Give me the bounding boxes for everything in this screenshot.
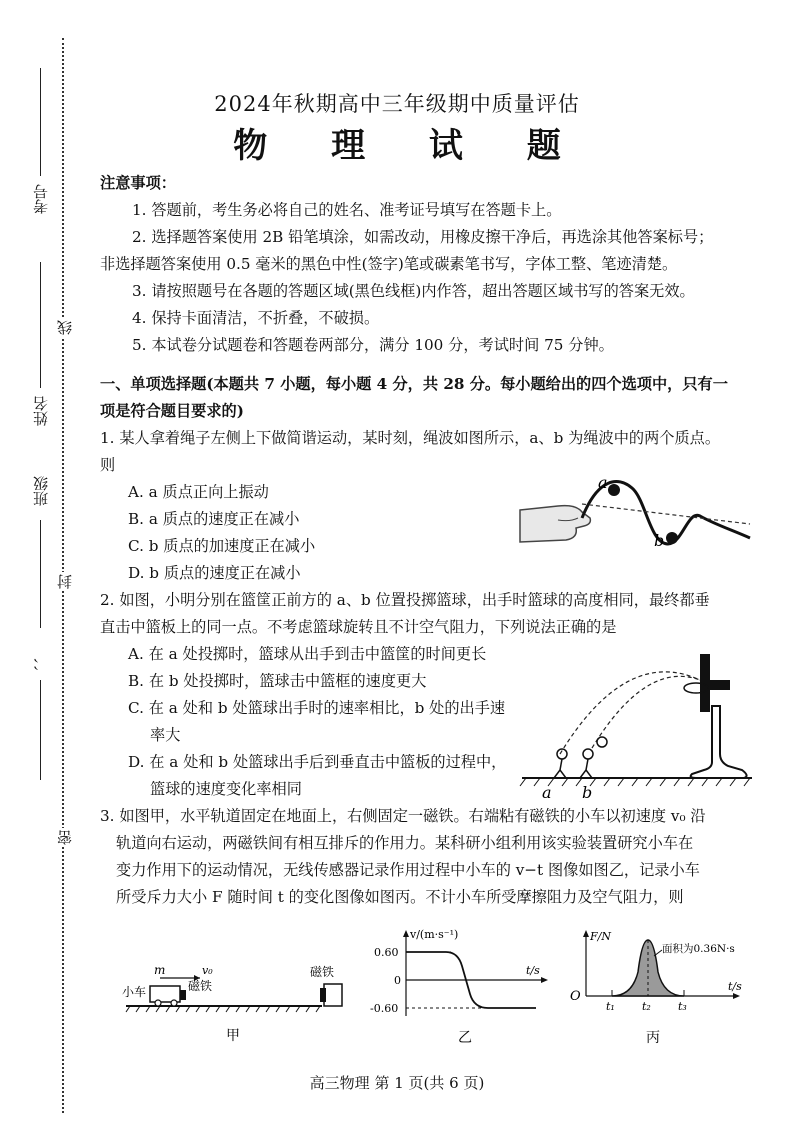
q1-stem: 1. 某人拿着绳子左侧上下做简谐运动，某时刻，绳波如图所示，a、b 为绳波中的两个质点。	[100, 429, 721, 447]
ft-t2: t₂	[642, 1000, 651, 1013]
q3-stem-2: 轨道向右运动，两磁铁间有相互排斥的作用力。某科研小组利用该实验装置研究小车在	[116, 834, 694, 852]
school-mark: 、、	[32, 648, 50, 671]
wall	[324, 984, 342, 1006]
q2-option-c: C. 在 a 处和 b 处篮球出手时的速率相比，b 处的出手速	[128, 699, 506, 717]
vt-y-bottom: -0.60	[370, 1002, 399, 1015]
q1-option-a: A. a 质点正向上振动	[128, 483, 269, 501]
ft-ylabel: F/N	[590, 930, 611, 943]
q2-stem-cont: 直击中篮板上的同一点。不考虑篮球旋转且不计空气阻力，下列说法正确的是	[100, 618, 617, 636]
q2-option-d-cont: 篮球的速度变化率相同	[150, 780, 302, 798]
particle-a-label: a	[598, 473, 608, 492]
car-body	[150, 986, 180, 1002]
vt-y-zero: 0	[394, 974, 401, 987]
position-a-label: a	[542, 783, 552, 802]
wall-magnet-label: 磁铁	[310, 965, 335, 979]
ft-t3: t₃	[678, 1000, 687, 1013]
q2-option-d: D. 在 a 处和 b 处篮球出手后到垂直击中篮板的过程中，	[128, 753, 507, 771]
position-b-label: b	[582, 783, 593, 802]
hoop-stand	[691, 706, 747, 778]
q1-stem-cont: 则	[100, 456, 116, 474]
particle-a	[608, 484, 620, 496]
q2-option-c-cont: 率大	[150, 726, 181, 744]
name-line	[40, 262, 41, 388]
fig-yi-caption: 乙	[458, 1030, 472, 1046]
notice-item-4: 4. 保持卡面清洁，不折叠，不破损。	[132, 309, 380, 327]
q2-stem: 2. 如图，小明分别在篮筐正前方的 a、b 位置投掷篮球，出手时篮球的高度相同，最终都垂	[100, 591, 710, 609]
q3-stem-3: 变力作用下的运动情况，无线传感器记录作用过程中小车的 v−t 图像如图乙，记录小车	[116, 861, 700, 879]
hand-icon	[520, 506, 590, 542]
section1-heading-cont: 项是符合题目要求的)	[100, 402, 244, 420]
q2-option-b: B. 在 b 处投掷时，篮球击中篮框的速度更大	[128, 672, 427, 690]
subject-title: 物 理 试 题	[233, 126, 587, 166]
notice-heading: 注意事项：	[100, 174, 176, 192]
notice-item-1: 1. 答题前，考生务必将自己的姓名、准考证号填写在答题卡上。	[132, 201, 562, 219]
school-line	[40, 680, 41, 780]
q3-figure-bing	[556, 926, 756, 1048]
wall-magnet	[320, 988, 326, 1002]
notice-item-5: 5. 本试卷分试题卷和答题卷两部分，满分 100 分，考试时间 75 分钟。	[132, 336, 614, 354]
ft-xlabel: t/s	[728, 980, 742, 993]
ft-t1: t₁	[606, 1000, 615, 1013]
class-label: 班级	[32, 476, 50, 506]
q3-figure-jia	[120, 950, 350, 1046]
exam-header-title: 2024年秋期高中三年级期中质量评估	[214, 92, 580, 116]
car-label: 小车	[122, 985, 147, 999]
particle-b-label: b	[654, 531, 665, 550]
fig-jia-caption: 甲	[226, 1028, 240, 1044]
q1-option-d: D. b 质点的速度正在减小	[128, 564, 301, 582]
ft-area-note: 面积为0.36N·s	[662, 943, 735, 955]
q3-figure-yi	[366, 926, 552, 1048]
seal-char-xian: 线	[56, 320, 74, 335]
name-label: 姓名	[32, 396, 50, 426]
seal-char-mi: 密	[56, 830, 74, 845]
car-magnet	[180, 990, 186, 1000]
equilibrium-line	[582, 504, 750, 524]
section1-heading: 一、单项选择题(本题共 7 小题，每小题 4 分，共 28 分。每小题给出的四个选项中，只有一	[100, 375, 728, 393]
vt-ylabel: v/(m·s⁻¹)	[410, 928, 459, 941]
notice-item-2-cont: 非选择题答案使用 0.5 毫米的黑色中性(签字)笔或碳素笔书写，字体工整、笔迹清楚。	[100, 255, 678, 273]
mass-label: m	[154, 963, 166, 977]
exam-no-label: 考号	[32, 184, 50, 214]
car-magnet-label: 磁铁	[188, 979, 213, 993]
particle-b	[666, 532, 678, 544]
q3-stem-1: 3. 如图甲，水平轨道固定在地面上，右侧固定一磁铁。右端粘有磁铁的小车以初速度 v₀ 沿	[100, 807, 706, 825]
v0-label: v₀	[202, 964, 213, 977]
q1-rope-wave-figure	[518, 468, 758, 568]
vt-y-top: 0.60	[374, 946, 399, 959]
vt-xlabel: t/s	[526, 964, 540, 977]
page-footer: 高三物理 第 1 页(共 6 页)	[309, 1074, 485, 1092]
q1-option-b: B. a 质点的速度正在减小	[128, 510, 300, 528]
notice-item-2: 2. 选择题答案使用 2B 铅笔填涂，如需改动，用橡皮擦干净后，再选涂其他答案标号；	[132, 228, 714, 246]
q2-option-a: A. 在 a 处投掷时，篮球从出手到击中篮筐的时间更长	[128, 645, 487, 663]
q2-basketball-figure	[516, 650, 762, 802]
ft-origin: O	[570, 989, 581, 1004]
q3-stem-4: 所受斥力大小 F 随时间 t 的变化图像如图丙。不计小车所受摩擦阻力及空气阻力，则	[116, 888, 684, 906]
fig-bing-caption: 丙	[646, 1030, 660, 1046]
q1-option-c: C. b 质点的加速度正在减小	[128, 537, 316, 555]
trajectory-a	[560, 672, 700, 754]
notice-item-3: 3. 请按照题号在各题的答题区域(黑色线框)内作答，超出答题区域书写的答案无效。	[132, 282, 695, 300]
class-line	[40, 520, 41, 628]
seal-char-feng: 封	[56, 574, 74, 589]
player-b	[580, 737, 607, 778]
